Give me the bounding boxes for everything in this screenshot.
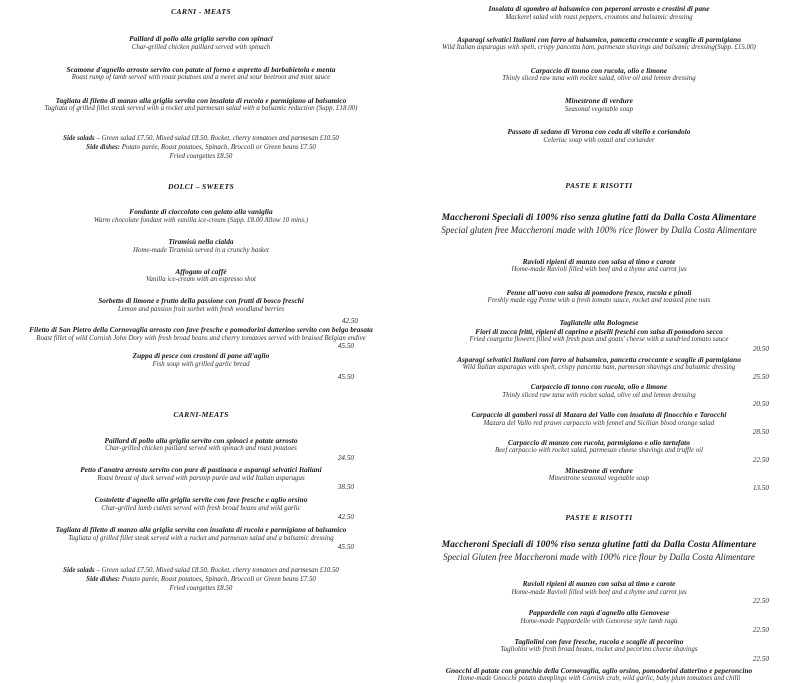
item-name: Tagliata di filetto di manzo alla griglia servita con insalata di rucola e parmigiano al balsamico xyxy=(55,524,347,534)
side-dishes-block xyxy=(6,135,396,162)
item-name: Carpaccio di gamberi rossi di Mazara del Vallo con insalata di finocchio e Tarocchi xyxy=(471,410,727,420)
item-name: Petto d'anatra arrosto servito con pure di pastinaca e asparagi selvatici Italiani xyxy=(80,465,322,475)
gluten-free-block-1 xyxy=(404,213,794,236)
section-heading-carni-meats-2: CARNI-MEATS xyxy=(173,409,229,419)
side-dishes-label: Side dishes: xyxy=(86,144,121,152)
item-price: 42.50 xyxy=(341,317,358,326)
item-description: Home-made Pappardelle with Genovese style lamb ragù xyxy=(520,617,678,625)
item-name: Paillard di pollo alla griglia servito con spinaci e patate arrosto xyxy=(104,435,298,445)
item-name: Tiramisù nella cialda xyxy=(168,236,234,246)
menu-item xyxy=(404,97,794,114)
section-heading-paste-e-risotti-2: PASTE E RISOTTI xyxy=(565,513,633,523)
item-name: Carpaccio di tonno con rucola, olio e limone xyxy=(530,382,668,392)
item-price: 20.50 xyxy=(752,400,769,409)
menu-item xyxy=(6,297,396,314)
side-salads-label: Side salads xyxy=(63,135,95,143)
right-column xyxy=(400,0,800,683)
item-description: Tagliata of grilled fillet steak served with a rocket and parmesan salad with a balsamic reduction (Supp. £18.00) xyxy=(44,105,358,113)
side-dishes-block-2 xyxy=(6,567,396,594)
side-dishes-label: Side dishes: xyxy=(86,575,121,583)
item-name: Tagliolini con fave fresche, rucola e scaglie di pecorino xyxy=(514,636,684,646)
side-salads-line xyxy=(6,567,396,576)
section-heading-carni-meats: CARNI - MEATS xyxy=(171,7,231,16)
menu-item xyxy=(404,354,794,381)
item-name: Minestrone di verdure xyxy=(565,465,633,475)
side-dishes-text: Potato purée, Roast potatoes, Spinach, Broccoli or Green beans £7.50 xyxy=(120,144,316,152)
gluten-free-subtitle: Special gluten free Maccheroni made with 100% rice flower by Dalla Costa Alimentare xyxy=(441,224,757,235)
item-name: Carpaccio di manzo con rucola, parmigiano e olio tartufato xyxy=(508,437,690,447)
menu-item xyxy=(404,636,794,663)
item-description: Seasonal vegetable soup xyxy=(564,105,634,113)
menu-item xyxy=(404,608,794,635)
item-description: Celeriac soup with oxtail and coriander xyxy=(543,136,655,144)
item-name: Minestrone di verdure xyxy=(565,96,633,106)
menu-item xyxy=(404,579,794,606)
item-name: Sorbetto di limone e frutto della passione con frutti di bosco freschi xyxy=(98,296,304,306)
item-description: Tagliolini with fresh broad beans, rocket and pecorino cheese shavings xyxy=(500,646,698,654)
menu-item xyxy=(404,382,794,409)
side-extra-line: Fried courgettes £8.50 xyxy=(169,584,233,592)
item-description: Home-made Tiramisù served in a crunchy basket xyxy=(132,246,269,254)
menu-item xyxy=(404,36,794,53)
item-description: Home-made Ravioli filled with beef and a thyme and carrot jus xyxy=(511,266,687,274)
item-price: 22.50 xyxy=(752,597,769,606)
item-name: Gnocchi di patate con granchio della Cornovaglia, aglio orsino, pomodorini datterino e peperoncino xyxy=(445,665,753,675)
item-description: Tagliata of grilled fillet steak served with a rocket and parmesan salad and a balsamic dressing xyxy=(68,534,334,542)
item-name: Fondante di cioccolato con gelato alla vaniglia xyxy=(129,207,273,217)
menu-item xyxy=(6,35,396,52)
menu-item xyxy=(404,465,794,492)
menu-item xyxy=(6,524,396,551)
section-heading-paste-e-risotti-1: PASTE E RISOTTI xyxy=(565,180,633,190)
menu-item xyxy=(404,258,794,275)
menu-item xyxy=(404,289,794,306)
item-name: Scamone d'agnello arrosto servito con patate al forno e aspretto di barbabietola e menta xyxy=(66,64,336,74)
menu-item xyxy=(6,317,396,343)
item-price: 45.50 xyxy=(337,542,354,551)
item-price: 38.50 xyxy=(337,483,354,492)
item-description: Home-made Gnocchi potato dumplings with Cornish crab, wild garlic, baby plum tomatoes and chilli xyxy=(457,675,741,683)
gluten-free-block-2 xyxy=(404,540,794,563)
item-description: Fish soup with grilled garlic bread xyxy=(152,360,250,368)
item-description: Mackerel salad with roast peppers, croutons and balsamic dressing xyxy=(505,13,693,21)
menu-item xyxy=(404,318,794,354)
item-description: Home-made Ravioli filled with beef and a thyme and carrot jus xyxy=(511,588,687,596)
side-salads-text: – Green salad £7.50, Mixed salad £8.50, Rocket, cherry tomatoes and parmesan £10.50 xyxy=(94,135,339,143)
item-description: Char-grilled lamb cutlets served with fresh broad beans and wild garlic xyxy=(101,504,301,512)
menu-item xyxy=(6,238,396,255)
item-name: Penne all'uovo con salsa di pomodoro fresco, rucola e pinoli xyxy=(506,287,692,297)
menu-item xyxy=(6,208,396,225)
item-price: 45.50 xyxy=(337,341,354,350)
item-price: 20.50 xyxy=(752,345,769,354)
item-price: 22.50 xyxy=(752,654,769,663)
side-dishes-text: Potato purée, Roast potatoes, Spinach, Broccoli or Green beans £7.50 xyxy=(120,575,316,583)
item-description: Wild Italian asparagus with spelt, crispy pancetta ham, parmesan shavings and balsamic dressing xyxy=(462,364,736,372)
left-column xyxy=(0,0,400,600)
item-name: Costolette d'agnello alla griglia servite con fave fresche e aglio orsino xyxy=(94,495,308,505)
item-description: Lemon and passion fruit sorbet with fresh woodland berries xyxy=(117,306,285,314)
item-description: Fried courgette flowers filled with fresh peas and goats' cheese with a sundried tomato sauce xyxy=(469,336,729,344)
side-salads-line xyxy=(6,135,396,144)
menu-item xyxy=(6,341,396,381)
item-name: Ravioli ripieni di manzo con salsa al timo e carote xyxy=(522,256,676,266)
side-dishes-line xyxy=(6,144,396,153)
item-name: Passato di sedano di Verona con coda di vitello e coriandolo xyxy=(507,127,691,136)
item-price: 22.50 xyxy=(752,626,769,635)
gluten-free-subtitle: Special Gluten free Maccheroni made with 100% rice flour by Dalla Costa Alimentare xyxy=(443,552,755,563)
item-description: Roast fillet of wild Cornish John Dory with fresh broad beans and cherry tomatoes served with braised Belgian endive xyxy=(36,334,366,342)
side-salads-text: – Green salad £7.50, Mixed salad £8.50, Rocket, cherry tomatoes and parmesan £10.50 xyxy=(94,566,339,574)
menu-item xyxy=(404,67,794,84)
side-salads-label: Side salads xyxy=(63,566,95,574)
section-heading-dolci-sweets: DOLCI – SWEETS xyxy=(167,182,235,192)
item-price: 42.50 xyxy=(337,513,354,522)
item-price: 24.50 xyxy=(337,453,354,462)
gluten-free-title: Maccheroni Speciali di 100% riso senza glutine fatti da Dalla Costa Alimentare xyxy=(441,212,757,223)
menu-item xyxy=(6,97,396,114)
item-description: Warm chocolate fondant with vanilla ice-cream (Supp. £8.00 Allow 10 mins.) xyxy=(93,216,309,224)
menu-item xyxy=(6,66,396,83)
item-description: Vanilla ice-cream with an espresso shot xyxy=(146,276,256,284)
item-description: Mazara del Vallo red prawn carpaccio with fennel and Sicilian blood orange salad xyxy=(483,419,715,427)
item-description: Roast rump of lamb served with roast potatoes and a sweet and sour beetroot and mint sauce xyxy=(71,74,331,82)
item-name: Asparagi selvatici Italiani con farro al balsamico, pancetta croccante e scaglie di parmigiano xyxy=(457,354,741,364)
item-description: Minestrone seasonal vegetable soup xyxy=(548,475,650,483)
menu-item xyxy=(6,268,396,285)
item-name: Affogato al caffè xyxy=(175,266,227,276)
item-name: Paillard di pollo alla griglia servito con spinaci xyxy=(129,34,273,43)
menu-item xyxy=(404,410,794,437)
item-name: Ravioli ripieni di manzo con salsa al timo e carote xyxy=(522,579,676,589)
item-description: Beef carpaccio with rocket salad, parmesan cheese shavings and truffle oil xyxy=(494,447,704,455)
menu-item xyxy=(404,667,794,683)
gluten-free-title: Maccheroni Speciali di 100% riso senza glutine fatti da Dalla Costa Alimentare xyxy=(441,540,757,551)
menu-item xyxy=(6,495,396,522)
item-name: Pappardelle con ragù d'agnello alla Genovese xyxy=(528,608,670,618)
item-price: 28.50 xyxy=(752,428,769,437)
item-name: Insalata di sgombro al balsamico con peperoni arrosto e crostini di pane xyxy=(488,4,710,13)
menu-item xyxy=(404,5,794,22)
item-name: Filetto di San Pietro della Cornovaglia arrosto con fave fresche e pomodorini datterino servito con belga brasata xyxy=(29,325,373,335)
menu-item xyxy=(6,435,396,462)
item-name: Zuppa di pesce con crostoni di pane all'aglio xyxy=(132,350,270,360)
item-description: Freshly made egg Penne with a fresh tomato sauce, rocket and toasted pine nuts xyxy=(487,297,711,305)
menu-item xyxy=(6,465,396,492)
item-description: Char-grilled chicken paillard served with spinach xyxy=(131,43,271,51)
side-extra-line: Fried courgettes £8.50 xyxy=(169,153,233,161)
menu-item xyxy=(404,437,794,464)
item-price: 25.50 xyxy=(752,372,769,381)
item-description: Thinly sliced raw tuna with rocket salad, olive oil and lemon dressing xyxy=(502,391,696,399)
item-price: 22.50 xyxy=(752,455,769,464)
item-description: Char-grilled chicken paillard served with spinach and roast potatoes xyxy=(105,445,297,453)
item-price-trailing: 45.50 xyxy=(337,372,354,381)
item-description: Thinly sliced raw tuna with rocket salad, olive oil and lemon dressing xyxy=(502,75,696,83)
item-name: Carpaccio di tonno con rucola, olio e limone xyxy=(530,65,668,75)
side-dishes-line xyxy=(6,576,396,585)
item-description: Roast breast of duck served with parsnip purée and wild Italian asparagus xyxy=(97,475,305,483)
menu-item xyxy=(404,128,794,145)
item-name: Tagliatelle alla Bolognese xyxy=(559,318,639,328)
item-description: Wild Italian asparagus with spelt, crispy pancetta ham, parmesan shavings and balsamic dressing(Supp. £15.00) xyxy=(442,44,756,52)
item-subtitle: Fiori di zucca fritti, ripieni di caprino e piselli freschi con salsa di pomodoro secco xyxy=(475,326,723,336)
item-name: Tagliata di filetto di manzo alla griglia servita con insalata di rucola e parmigiano al balsamico xyxy=(55,95,347,105)
item-name: Asparagi selvatici Italiani con farro al balsamico, pancetta croccante e scaglie di parmigiano xyxy=(457,34,741,44)
item-price: 13.50 xyxy=(752,483,769,492)
